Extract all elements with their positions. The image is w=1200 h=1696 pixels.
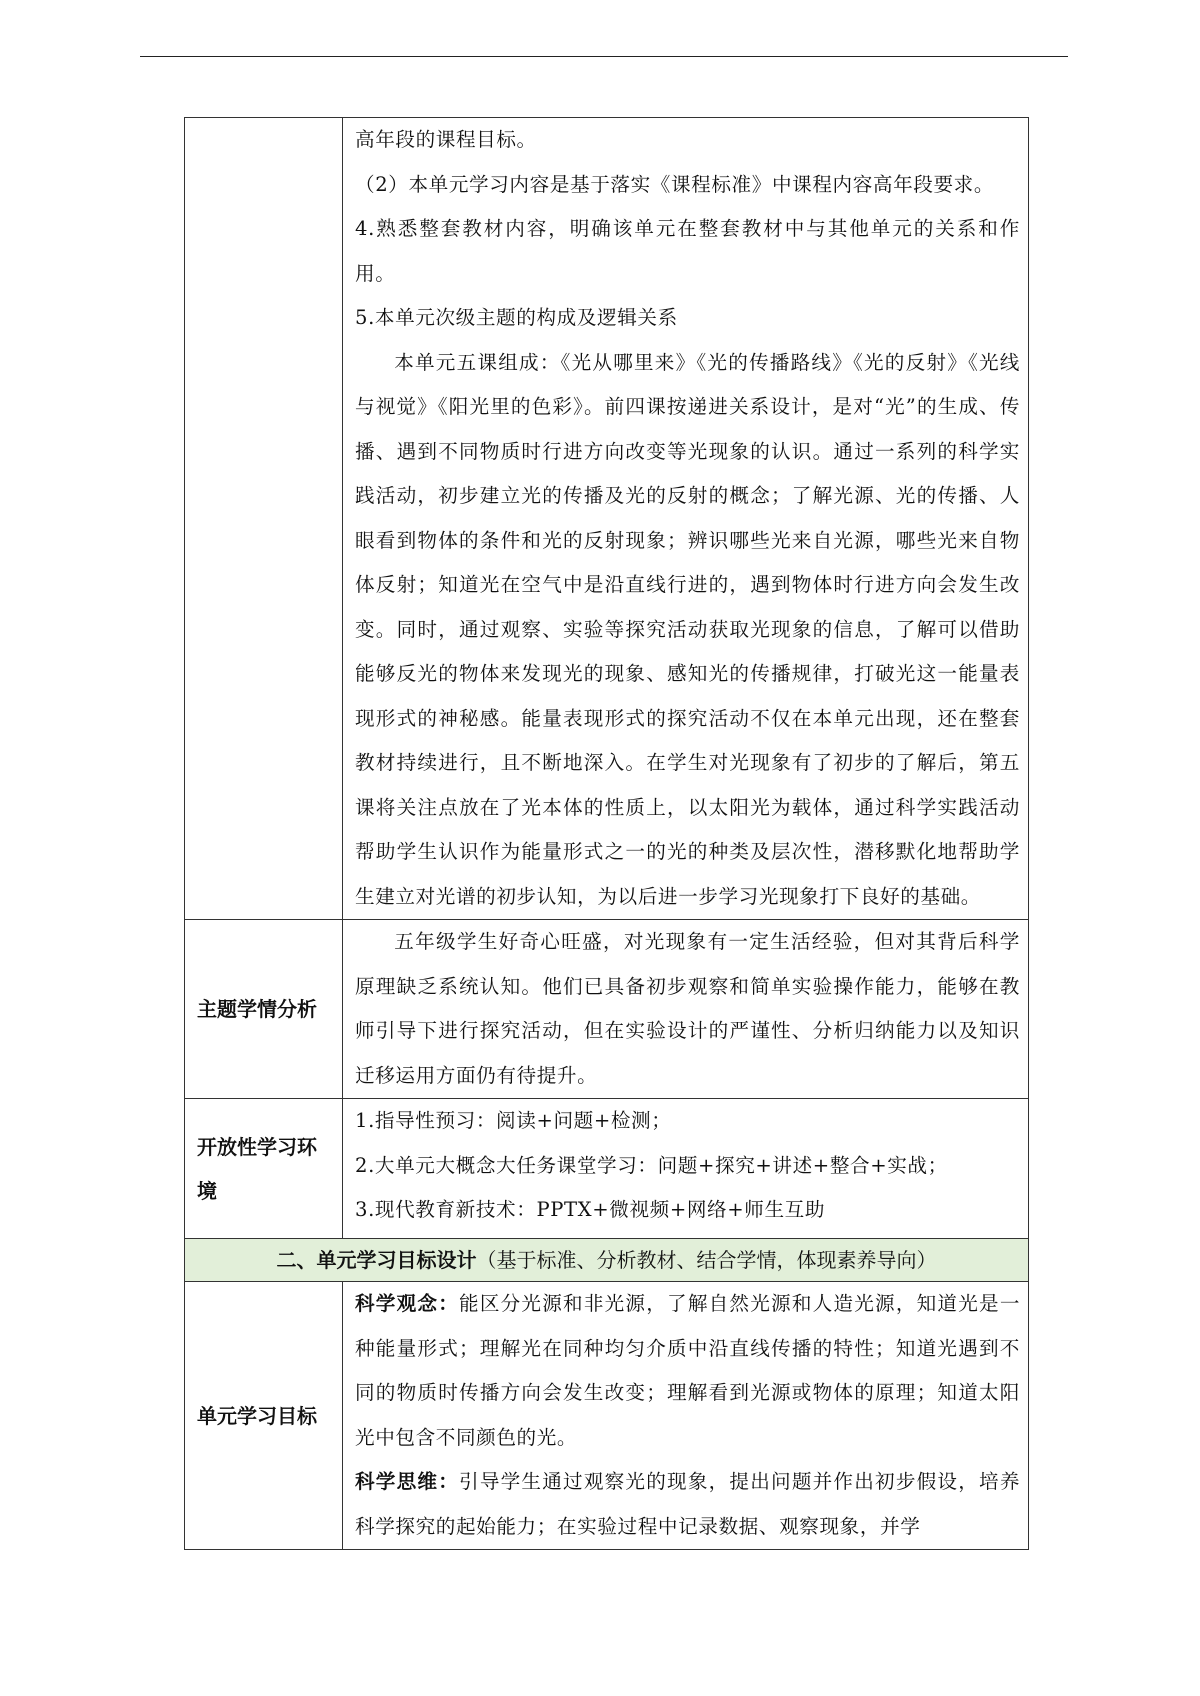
unit-structure-paragraph: 本单元五课组成：《光从哪里来》《光的传播路线》《光的反射》《光线与视觉》《阳光里的色彩》。前四课按递进关系设计，是对“光”的生成、传播、遇到不同物质时行进方向改变等光现象的认识。通过一系列的科学实践活动，初步建立光的传播及光的反射的概念；了解光源、光的传播、人眼看到物体的条件和光的反射现象；辨识哪些光来自光源，哪些光来自物体反射；知道光在空气中是沿直线行进的，遇到物体时行进方向会发生改变。同时，通过观察、实验等探究活动获取光现象的信息，了解可以借助能够反光的物体来发现光的现象、感知光的传播规律，打破光这一能量表现形式的神秘感。能量表现形式的探究活动不仅在本单元出现，还在整套教材持续进行，且不断地深入。在学生对光现象有了初步的了解后，第五课将关注点放在了光本体的性质上，以太阳光为载体，通过科学实践活动帮助学生认识作为能量形式之一的光的种类及层次性，潜移默化地帮助学生建立对光谱的初步认知，为以后进一步学习光现象打下良好的基础。 [355, 350, 1020, 908]
section-heading-note: （基于标准、分析教材、结合学情，体现素养导向） [476, 1248, 937, 1272]
learner-analysis-paragraph: 五年级学生好奇心旺盛，对光现象有一定生活经验，但对其背后科学原理缺乏系统认知。他们已具备初步观察和简单实验操作能力，能够在教师引导下进行探究活动，但在实验设计的严谨性、分析归纳能力以及知识迁移运用方面仍有待提升。 [355, 930, 1020, 1087]
goal-keyword: 科学观念： [355, 1292, 460, 1315]
list-item: 3.现代教育新技术：PPTX+微视频+网络+师生互助 [355, 1198, 826, 1221]
row-label-empty [185, 118, 343, 920]
row-content [343, 118, 1029, 920]
list-item: 2.大单元大概念大任务课堂学习：问题+探究+讲述+整合+实战； [355, 1153, 948, 1177]
text-line: 4.熟悉整套教材内容，明确该单元在整套教材中与其他单元的关系和作用。 [355, 217, 1020, 285]
table-row [185, 1099, 1029, 1239]
text-line: （2）本单元学习内容是基于落实《课程标准》中课程内容高年段要求。 [355, 172, 995, 196]
row-content [343, 1099, 1029, 1239]
table-row [185, 920, 1029, 1099]
goal-text: 引导学生通过观察光的现象，提出问题并作出初步假设，培养科学探究的起始能力；在实验过程中记录数据、观察现象，并学 [355, 1470, 1021, 1538]
goal-item [355, 1460, 1020, 1549]
lesson-plan-table [184, 117, 1029, 1550]
row-label-learning-environment: 开放性学习环境 [185, 1099, 343, 1239]
row-label-unit-goals: 单元学习目标 [185, 1282, 343, 1550]
goal-keyword: 科学思维： [355, 1470, 460, 1493]
text-line: 5.本单元次级主题的构成及逻辑关系 [355, 306, 678, 329]
row-label-learner-analysis: 主题学情分析 [185, 920, 343, 1099]
section-heading-row [185, 1239, 1029, 1282]
row-content [343, 1282, 1029, 1550]
header-rule [140, 56, 1068, 57]
text-line: 高年段的课程目标。 [355, 128, 537, 151]
section-heading-title: 二、单元学习目标设计 [276, 1248, 477, 1272]
goal-item [355, 1282, 1020, 1460]
list-item: 1.指导性预习：阅读+问题+检测； [355, 1109, 672, 1132]
goal-text: 能区分光源和非光源，了解自然光源和人造光源，知道光是一种能量形式；理解光在同种均匀介质中沿直线传播的特性；知道光遇到不同的物质时传播方向会发生改变；理解看到光源或物体的原理；知道太阳光中包含不同颜色的光。 [355, 1292, 1021, 1449]
row-content [343, 920, 1029, 1099]
table-row [185, 1282, 1029, 1550]
section-heading [185, 1239, 1029, 1282]
table-row [185, 118, 1029, 920]
